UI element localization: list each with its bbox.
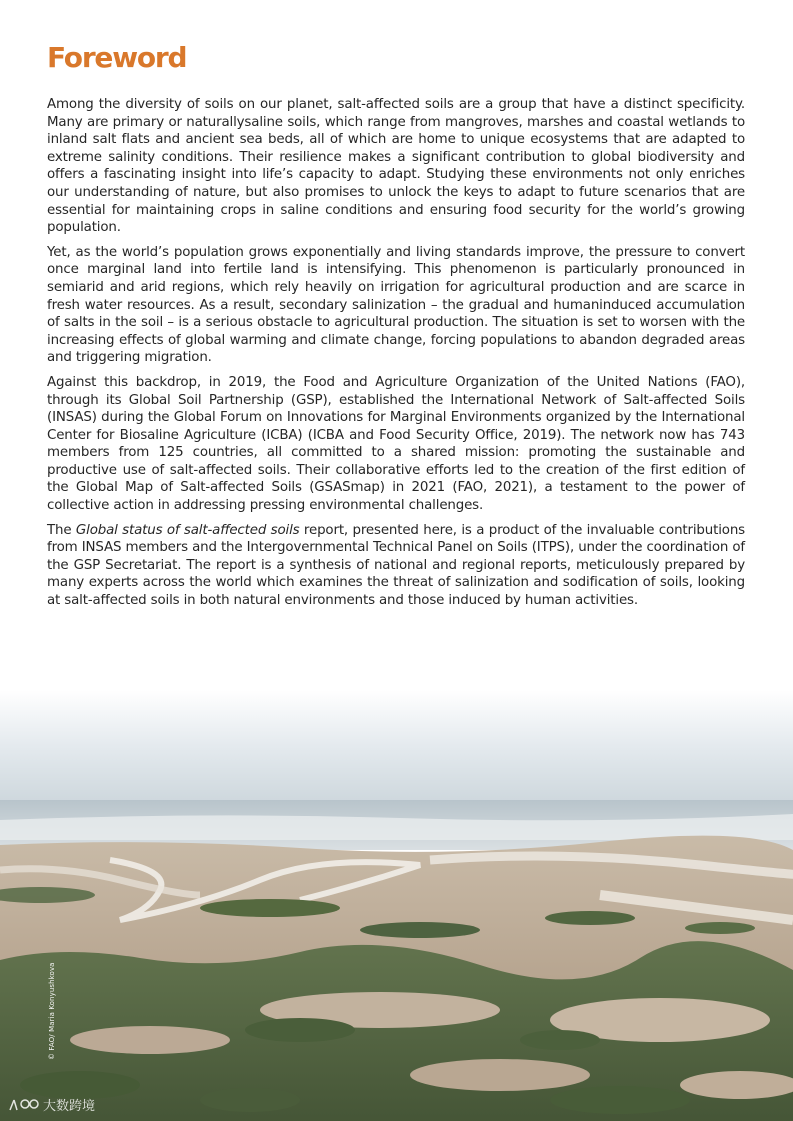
paragraph-1: Among the diversity of soils on our planet, salt-affected soils are a group that have a distinct specificity. Many are primary or naturallysaline soils, which range from mangroves, marshes and coastal wetlands to inland salt flats and ancient sea beds, all of which are home to unique ecosystems that are adapted to extreme salinity conditions. Their resilience makes a significant contribution to global biodiversity and offers a fascinating insight into life’s capacity to adapt. Studying these environments not only enriches our understanding of nature, but also promises to unlock the keys to adapt to future scenarios that are essential for maintaining crops in saline conditions and ensuring food security for the world’s growing population.: [47, 97, 745, 236]
foreword-body: [47, 96, 745, 617]
paragraph-3: Against this backdrop, in 2019, the Food and Agriculture Organization of the United Nations (FAO), through its Global Soil Partnership (GSP), established the International Network of Salt-affected Soils (INSAS) during the Global Forum on Innovations for Marginal Environments organized by the International Center for Biosaline Agriculture (ICBA) (ICBA and Food Security Office, 2019). The network now has 743 members from 125 countries, all committed to a shared mission: promoting the sustainable and productive use of salt-affected soils. Their collaborative efforts led to the creation of the first edition of the Global Map of Salt-affected Soils (GSASmap) in 2021 (FAO, 2021), a testament to the power of collective action in addressing pressing environmental challenges.: [47, 374, 745, 514]
paragraph-2: Yet, as the world’s population grows exponentially and living standards improve, the pressure to convert once marginal land into fertile land is intensifying. This phenomenon is particularly pronounced in semiarid and arid regions, which rely heavily on irrigation for agricultural production and are scarce in fresh water resources. As a result, secondary salinization – the gradual and humaninduced accumulation of salts in the soil – is a serious obstacle to agricultural production. The situation is set to worsen with the increasing effects of global warming and climate change, forcing populations to abandon degraded areas and triggering migration.: [47, 244, 745, 366]
photo-credit: © FAO/ Maria Konyushkova: [48, 962, 56, 1060]
paragraph-4-intro: The: [47, 522, 76, 538]
paragraph-4-rest: report, presented here, is a product of the invaluable contributions from INSAS members and the Intergovernmental Technical Panel on Soils (ITPS), under the coordination of the GSP Secretariat. The report is a synthesis of national and regional reports, meticulously prepared by many experts across the world which examines the threat of salinization and sodification of soils, looking at salt-affected soils in both natural environments and those induced by human activities.: [47, 522, 745, 609]
report-title: Global status of salt-affected soils: [75, 522, 300, 538]
page-title: Foreword: [47, 41, 187, 74]
landscape-photo: [0, 690, 793, 1121]
watermark: [8, 1095, 95, 1114]
watermark-text: 大数跨境: [43, 1099, 96, 1114]
watermark-logo-icon: [8, 1096, 40, 1114]
paragraph-4: [47, 522, 745, 610]
